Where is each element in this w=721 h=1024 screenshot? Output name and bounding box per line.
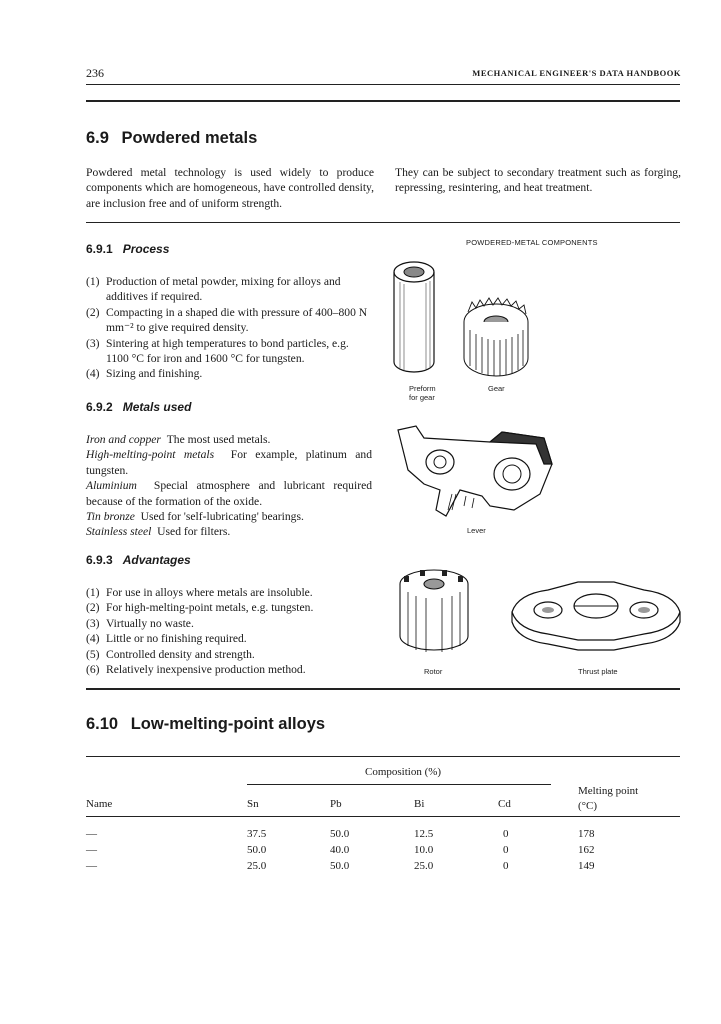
caption-rotor: Rotor — [424, 667, 443, 676]
list-item: (5) Controlled density and strength. — [86, 647, 255, 661]
metals-title: Metals used — [122, 400, 192, 414]
list-item: (3) Sintering at high temperatures to bond particles, e.g. 1100 °C for iron and 1600 °C for tungsten. — [86, 336, 349, 366]
table-row: — 50.0 40.0 10.0 0 162 — [86, 844, 595, 856]
section-6-9-number: 6.9 — [86, 129, 109, 147]
header-rule-thin — [86, 84, 680, 85]
caption-thrust-plate: Thrust plate — [578, 667, 618, 676]
section-6-10-heading — [86, 715, 325, 734]
advantages-title: Advantages — [122, 553, 191, 567]
table-group-header: Composition (%) — [365, 766, 442, 778]
group-header-rule — [247, 784, 551, 785]
list-item: (1) For use in alloys where metals are insoluble. — [86, 586, 313, 599]
section-6-10-title: Low-melting-point alloys — [130, 715, 326, 733]
list-item: Aluminium Special atmosphere and lubricant required because of the formation of the oxide. — [86, 479, 373, 508]
col-header-name: Name — [86, 798, 113, 810]
section-6-10-number: 6.10 — [86, 715, 119, 733]
process-number: 6.9.1 — [86, 242, 113, 256]
figure-title: POWDERED-METAL COMPONENTS — [466, 238, 598, 247]
metals-number: 6.9.2 — [86, 400, 113, 414]
process-list — [86, 274, 372, 382]
page-number: 236 — [86, 66, 104, 80]
table-row: — 37.5 50.0 12.5 0 178 — [86, 828, 595, 840]
list-item: (4) Sizing and finishing. — [86, 367, 203, 381]
gear-illustration — [456, 296, 536, 380]
metals-heading — [86, 400, 191, 414]
table-top-rule — [86, 756, 680, 757]
col-header-sn: Sn — [247, 798, 259, 810]
rotor-illustration — [394, 566, 474, 662]
thrust-plate-illustration — [508, 578, 684, 650]
caption-gear: Gear — [488, 384, 505, 393]
advantages-heading — [86, 553, 191, 567]
list-item: (4) Little or no finishing required. — [86, 632, 247, 646]
col-header-cd: Cd — [498, 798, 511, 810]
table-row: — 25.0 50.0 25.0 0 149 — [86, 860, 595, 872]
list-item: (2) Compacting in a shaped die with pressure of 400–800 N mm⁻² to give required density. — [86, 305, 368, 335]
list-item: (6) Relatively inexpensive production method. — [86, 663, 306, 677]
process-title: Process — [122, 242, 170, 256]
col-header-bi: Bi — [414, 798, 425, 810]
header-rule-thick — [86, 100, 680, 102]
intro-right: They can be subject to secondary treatment such as forging, repressing, resintering, and heat treatment. — [395, 166, 681, 195]
list-item: Stainless steel Used for filters. — [86, 525, 231, 539]
preform-illustration — [392, 256, 452, 386]
metals-list — [86, 432, 372, 540]
section-6-9-title: Powdered metals — [121, 129, 258, 147]
list-item: (1) Production of metal powder, mixing for alloys and additives if required. — [86, 275, 341, 304]
intro-rule — [86, 222, 680, 223]
advantages-list — [86, 585, 372, 677]
col-header-melting: Melting point (°C) — [578, 785, 639, 812]
advantages-number: 6.9.3 — [86, 553, 113, 567]
book-title: MECHANICAL ENGINEER'S DATA HANDBOOK — [472, 68, 681, 78]
process-heading — [86, 242, 169, 256]
lever-illustration — [394, 424, 564, 524]
col-header-pb: Pb — [330, 798, 342, 810]
caption-preform: Preform for gear — [409, 384, 436, 402]
list-item: Tin bronze Used for 'self-lubricating' bearings. — [86, 510, 304, 524]
list-item: Iron and copper The most used metals. — [86, 433, 271, 446]
section-6-9-heading — [86, 129, 257, 148]
table-header-rule — [86, 816, 680, 817]
section-rule — [86, 688, 680, 690]
list-item: (3) Virtually no waste. — [86, 616, 194, 630]
caption-lever: Lever — [467, 526, 486, 535]
intro-left: Powdered metal technology is used widely to produce components which are homogeneous, have controlled density, are inclusion free and of uniform strength. — [86, 166, 374, 210]
list-item: High-melting-point metals For example, platinum and tungsten. — [86, 448, 372, 477]
list-item: (2) For high-melting-point metals, e.g. tungsten. — [86, 601, 314, 615]
